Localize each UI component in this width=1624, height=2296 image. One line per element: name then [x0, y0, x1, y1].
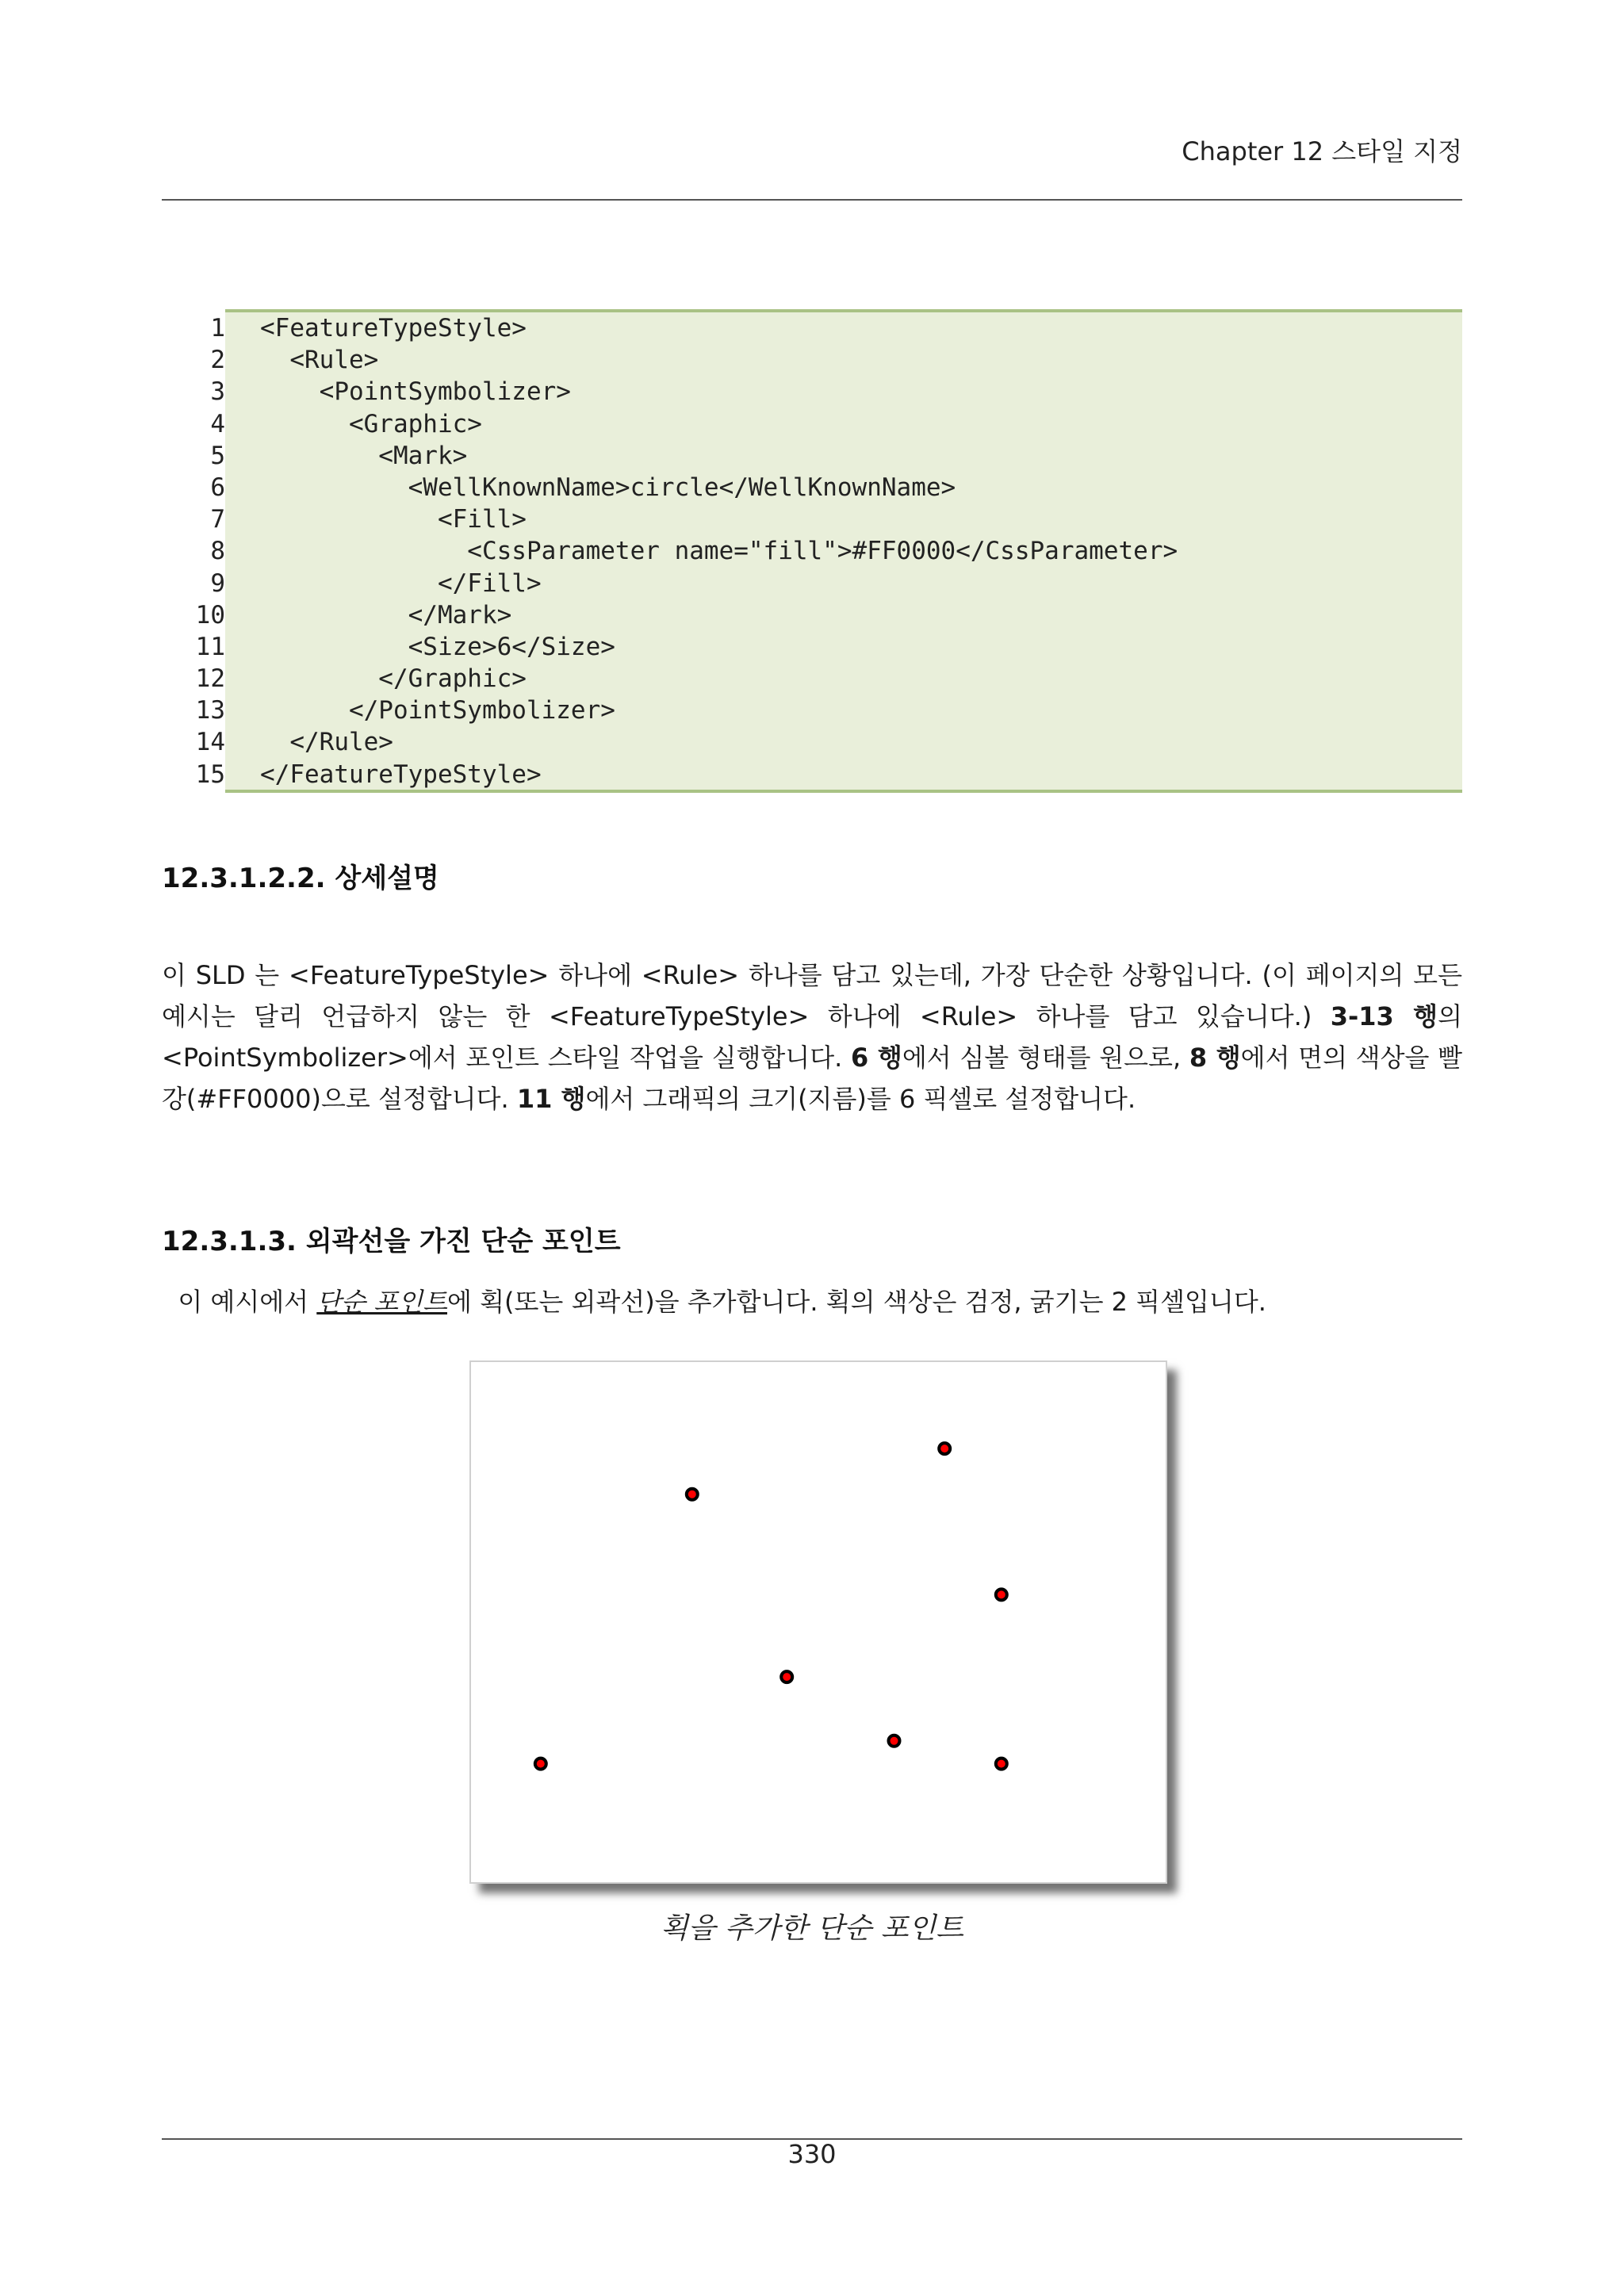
simple-point-link[interactable]: 단순 포인트	[316, 1287, 447, 1317]
section-heading-stroked-point	[162, 1219, 621, 1258]
paragraph-bold: 11 행	[516, 1084, 586, 1114]
line-number: 4	[210, 409, 225, 438]
paragraph-bold: 6 행	[850, 1043, 902, 1073]
code-block	[225, 309, 1462, 793]
line-number: 2	[210, 346, 225, 375]
details-paragraph	[162, 955, 1462, 1119]
paragraph-text: 에서 심볼 형태를 원으로,	[902, 1043, 1189, 1073]
code-line: </Rule>	[260, 728, 393, 757]
line-number: 3	[210, 377, 225, 407]
line-number: 13	[195, 696, 225, 725]
map-point	[535, 1758, 546, 1770]
code-listing	[162, 309, 1462, 793]
code-line: <Mark>	[260, 441, 468, 470]
code-line: <Size>6</Size>	[260, 632, 615, 661]
paragraph-bold: 3-13 행	[1330, 1001, 1438, 1031]
section-title: 외곽선을 가진 단순 포인트	[305, 1226, 621, 1257]
line-number: 14	[195, 728, 225, 757]
code-line: </Fill>	[260, 568, 542, 598]
map-point	[889, 1735, 900, 1747]
code-line: <Fill>	[260, 505, 527, 534]
figure-caption: 획을 추가한 단순 포인트	[660, 1912, 964, 1945]
header-rule	[162, 199, 1462, 201]
code-line-numbers	[162, 309, 225, 793]
map-figure	[469, 1360, 1167, 1884]
code-line: <Rule>	[260, 346, 379, 375]
code-line: <Graphic>	[260, 409, 482, 438]
section-heading-details	[162, 856, 439, 895]
paragraph-text: 에서 그래픽의 크기(지름)를 6 픽셀로 설정합니다.	[585, 1084, 1136, 1114]
line-number: 6	[210, 473, 225, 502]
code-line: <PointSymbolizer>	[260, 377, 571, 407]
point-map	[471, 1362, 1166, 1882]
running-header: Chapter 12 스타일 지정	[1182, 136, 1462, 166]
line-number: 1	[210, 314, 225, 342]
paragraph-text: 이 예시에서	[178, 1287, 317, 1317]
line-number: 8	[210, 537, 225, 566]
paragraph-text: 이 SLD 는 <FeatureTypeStyle> 하나에 <Rule> 하나를 담고 있는데, 가장 단순한 상황입니다. (이 페이지의 모든 예시는 달리 언급하지 않는 한 <FeatureTypeStyle> 하나에 <Rule> 하나를 담고 있습니다.)	[162, 960, 1462, 1031]
code-line: <WellKnownName>circle</WellKnownName>	[260, 473, 956, 502]
code-line: </Graphic>	[260, 664, 527, 694]
map-point	[996, 1758, 1007, 1770]
map-point	[781, 1671, 792, 1682]
paragraph-bold: 8 행	[1189, 1043, 1241, 1073]
paragraph-text: 에서 면의 색상을 빨강(#FF0000)으로 설정합니다.	[162, 1043, 1462, 1114]
paragraph-text: 에 획(또는 외곽선)을 추가합니다. 획의 색상은 검정, 굵기는 2 픽셀입니다.	[446, 1287, 1266, 1317]
section-number: 12.3.1.3.	[162, 1226, 297, 1257]
map-point	[939, 1443, 950, 1454]
line-number: 12	[195, 664, 225, 694]
paragraph-text: 의 <PointSymbolizer>에서 포인트 스타일 작업을 실행합니다.	[162, 1001, 1462, 1073]
line-number: 9	[210, 568, 225, 598]
code-line: <FeatureTypeStyle>	[260, 314, 527, 342]
stroked-point-paragraph	[162, 1281, 1462, 1322]
code-line: </FeatureTypeStyle>	[260, 760, 542, 789]
map-point	[687, 1489, 698, 1500]
line-number: 10	[195, 600, 225, 629]
code-line: </Mark>	[260, 600, 512, 629]
code-line: <CssParameter name="fill">#FF0000</CssParameter>	[260, 537, 1178, 566]
line-number: 11	[195, 632, 225, 661]
section-title: 상세설명	[335, 863, 439, 894]
code-line: </PointSymbolizer>	[260, 696, 615, 725]
section-number: 12.3.1.2.2.	[162, 863, 326, 894]
line-number: 5	[210, 441, 225, 470]
line-number: 7	[210, 505, 225, 534]
page-number: 330	[787, 2139, 837, 2169]
map-point	[996, 1589, 1007, 1600]
line-number: 15	[195, 760, 225, 789]
